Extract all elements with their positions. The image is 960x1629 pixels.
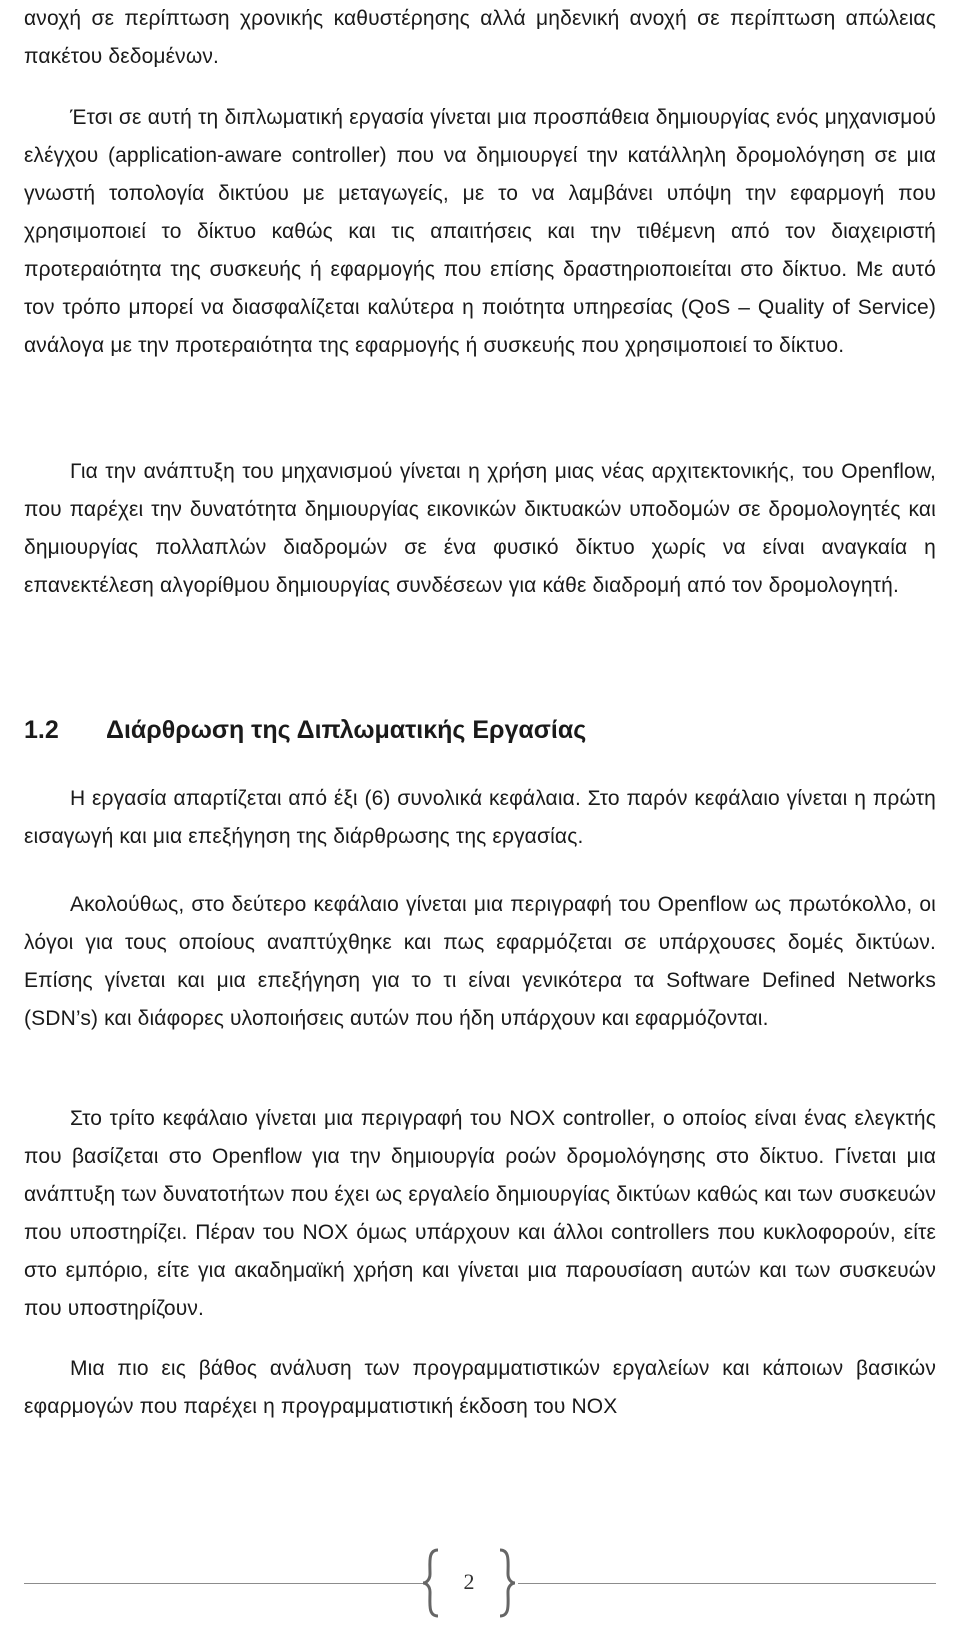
paragraph-chapters-overview: Η εργασία απαρτίζεται από έξι (6) συνολικά κεφάλαια. Στο παρόν κεφάλαιο γίνεται η πρώτη εισαγωγή και μια επεξήγηση της διάρθρωσης της εργασίας. (24, 787, 936, 848)
section-number: 1.2 (24, 716, 59, 744)
right-brace-icon (496, 1548, 518, 1618)
footer-rule-right (518, 1583, 936, 1584)
paragraph-mechanism-development: Για την ανάπτυξη του μηχανισμού γίνεται η χρήση μιας νέας αρχιτεκτονικής, του Openflow, που παρέχει την δυνατότητα δημιουργίας εικονικών δικτυακών υποδομών σε δρομολογητές και δημιουργίας πολλαπλών διαδρομών σε ένα φυσικό δίκτυο χωρίς να είναι αναγκαία η επανεκτέλεση αλγορίθμου δημιουργίας συνδέσεων για κάθε διαδρομή από τον δρομολογητή. (24, 460, 936, 597)
section-title: Διάρθρωση της Διπλωματικής Εργασίας (106, 716, 587, 744)
paragraph-chapter-three: Στο τρίτο κεφάλαιο γίνεται μια περιγραφή του NOX controller, ο οποίος είναι ένας ελεγκτής που βασίζεται στο Openflow για την δημιουργία ροών δρομολόγησης στο δίκτυο. Γίνεται μια ανάπτυξη των δυνατοτήτων που έχει ως εργαλείο δημιουργίας δικτύων καθώς και των συσκευών που υποστηρίζει. Πέραν του NOX όμως υπάρχουν και άλλοι controllers που κυκλοφορούν, είτε στο εμπόριο, είτε για ακαδημαϊκή χρήση και γίνεται μια παρουσίαση αυτών και των συσκευών που υποστηρίζουν. (24, 1107, 936, 1320)
paragraph-intro-continuation: ανοχή σε περίπτωση χρονικής καθυστέρησης αλλά μηδενική ανοχή σε περίπτωση απώλειας πακέτου δεδομένων. (24, 7, 936, 68)
section-heading (24, 710, 936, 750)
paragraph-chapter-four: Μια πιο εις βάθος ανάλυση των προγραμματιστικών εργαλείων και κάποιων βασικών εφαρμογών που παρέχει η προγραμματιστική έκδοση του NOX (24, 1357, 936, 1418)
footer-rule-left (24, 1583, 424, 1584)
page-footer (0, 1548, 960, 1618)
left-brace-icon (420, 1548, 442, 1618)
page-number: 2 (463, 1569, 475, 1594)
paragraph-thesis-aim: Έτσι σε αυτή τη διπλωματική εργασία γίνεται μια προσπάθεια δημιουργίας ενός μηχανισμού ελέγχου (application-aware controller) που να δημιουργεί την κατάλληλη δρομολόγηση σε μια γνωστή τοπολογία δικτύου με μεταγωγείς, με το να λαμβάνει υπόψη την εφαρμογή που χρησιμοποιεί το δίκτυο καθώς και τις απαιτήσεις και την τιθέμενη από τον διαχειριστή προτεραιότητα της συσκευής ή εφαρμογής που επίσης δραστηριοποιείται στο δίκτυο. Με αυτό τον τρόπο μπορεί να διασφαλίζεται καλύτερα η ποιότητα υπηρεσίας (QoS – Quality of Service) ανάλογα με την προτεραιότητα της εφαρμογής ή συσκευής που χρησιμοποιεί το δίκτυο. (24, 106, 936, 357)
paragraph-chapter-two: Ακολούθως, στο δεύτερο κεφάλαιο γίνεται μια περιγραφή του Openflow ως πρωτόκολλο, οι λόγοι για τους οποίους αναπτύχθηκε και πως εφαρμόζεται σε υπάρχουσες δομές δικτύων. Επίσης γίνεται και μια επεξήγηση για το τι είναι γενικότερα τα Software Defined Networks (SDN’s) και διάφορες υλοποιήσεις αυτών που ήδη υπάρχουν και εφαρμόζονται. (24, 893, 936, 1030)
